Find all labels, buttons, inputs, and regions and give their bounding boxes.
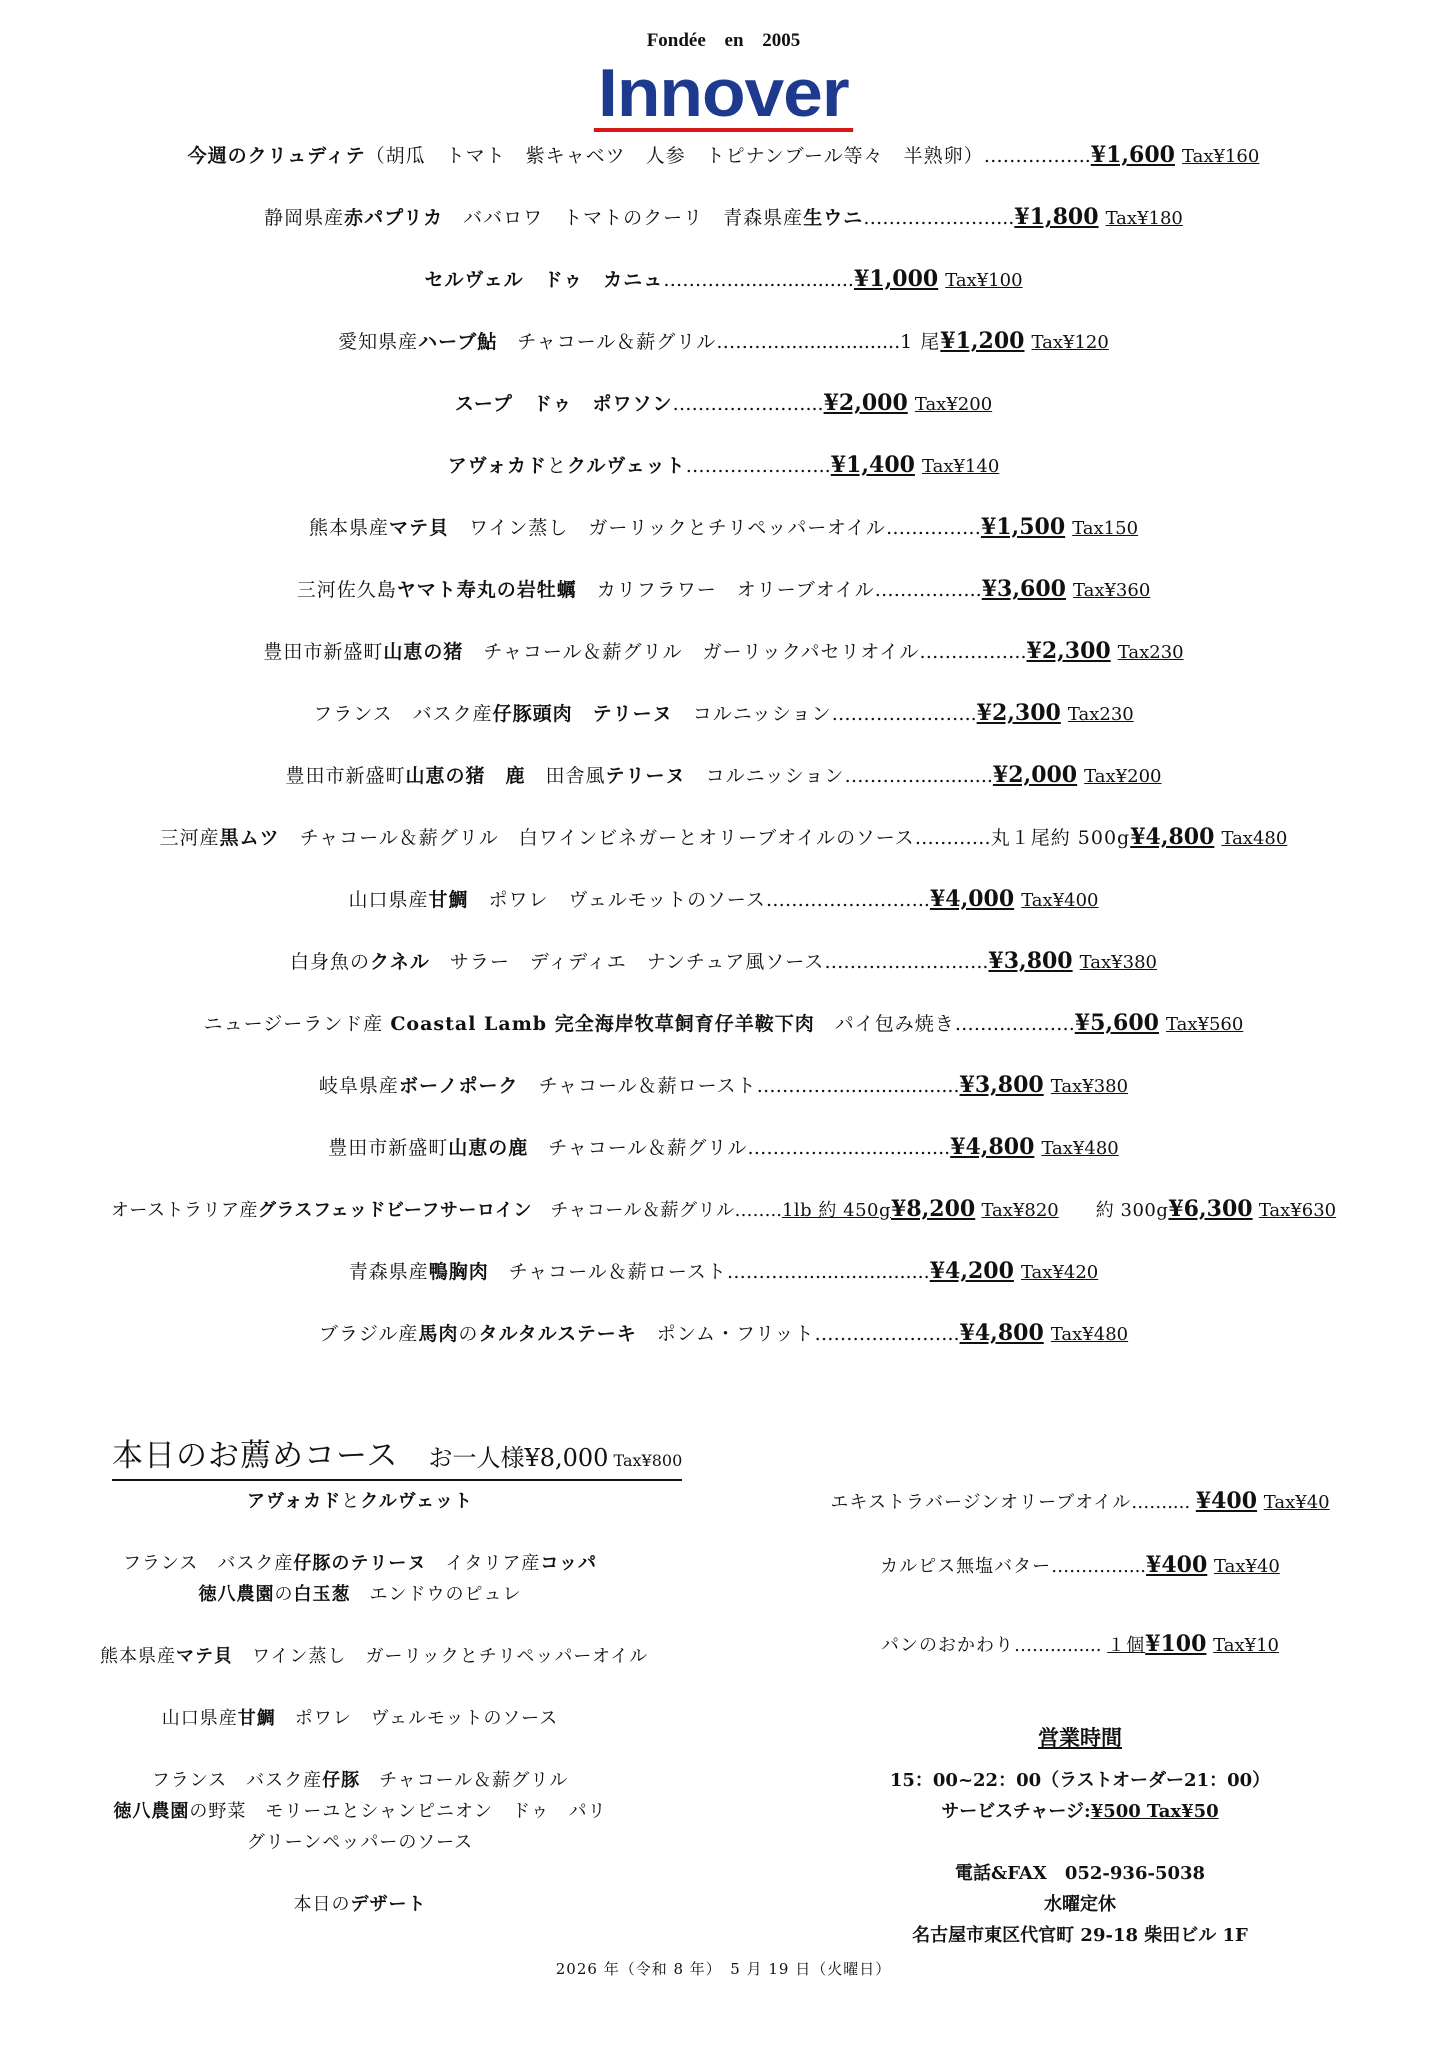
extras-and-info bbox=[800, 1486, 1360, 1951]
menu-item: 白身魚のクネル サラー ディディエ ナンチュア風ソース……………………..¥3,800 Tax¥380 bbox=[290, 948, 1157, 974]
menu-item-price: ¥8,200 bbox=[891, 1196, 976, 1222]
menu-item: ブラジル産馬肉のタルタルステーキ ポンム・フリット…………………..¥4,800 Tax¥480 bbox=[318, 1320, 1129, 1346]
menu-item-price: ¥2,300 bbox=[976, 700, 1061, 726]
menu-item-price: ¥6,300 bbox=[1168, 1196, 1253, 1222]
extra-item: カルピス無塩バター…………....¥400 Tax¥40 bbox=[880, 1552, 1280, 1578]
course-tax: Tax¥800 bbox=[613, 1451, 683, 1470]
menu-item: 静岡県産赤パプリカ ババロワ トマトのクーリ 青森県産生ウニ…………………...¥1,800 Tax¥180 bbox=[264, 204, 1183, 230]
address: 名古屋市東区代官町 29-18 柴田ビル 1F bbox=[912, 1925, 1248, 1946]
course-item: 熊本県産マテ貝 ワイン蒸し ガーリックとチリペッパーオイル bbox=[100, 1646, 649, 1667]
closed-day: 水曜定休 bbox=[1044, 1894, 1116, 1915]
menu-item: 豊田市新盛町山恵の猪 チャコール＆薪グリル ガーリックパセリオイル……………..¥2,300 Tax230 bbox=[263, 638, 1184, 664]
menu-item: スープ ドゥ ポワソン…………………...¥2,000 Tax¥200 bbox=[454, 390, 993, 416]
menu-item-tax: Tax¥380 bbox=[1079, 952, 1157, 973]
menu-item-price: ¥3,800 bbox=[988, 948, 1073, 974]
logo-text: Innover bbox=[594, 60, 853, 132]
menu-item: 豊田市新盛町山恵の鹿 チャコール＆薪グリル………….....................¥4,800 Tax¥480 bbox=[328, 1134, 1119, 1160]
menu-item-tax: Tax¥560 bbox=[1166, 1014, 1244, 1035]
menu-item: フランス バスク産仔豚頭肉 テリーヌ コルニッション…………………..¥2,300 Tax230 bbox=[313, 700, 1134, 726]
course-price: お一人様¥8,000 bbox=[428, 1444, 609, 1472]
phone-fax: 電話&FAX 052-936-5038 bbox=[954, 1863, 1206, 1884]
menu-item: 三河産黒ムツ チャコール＆薪グリル 白ワインビネガーとオリーブオイルのソース…………丸１尾約 500g¥4,800 Tax480 bbox=[159, 824, 1288, 850]
menu-date: 2026 年（令和 8 年） 5 月 19 日（火曜日） bbox=[555, 1960, 892, 1978]
course-item: 徳八農園の白玉葱 エンドウのピュレ bbox=[198, 1584, 522, 1605]
extra-item: パンのおかわり……......... １個¥100 Tax¥10 bbox=[880, 1631, 1280, 1657]
menu-item-price: ¥2,300 bbox=[1026, 638, 1111, 664]
menu-item: 山口県産甘鯛 ポワレ ヴェルモットのソース……………………..¥4,000 Tax¥400 bbox=[348, 886, 1099, 912]
menu-item-tax: Tax¥120 bbox=[1031, 332, 1109, 353]
menu-item-price: ¥4,800 bbox=[1130, 824, 1215, 850]
menu-item-price: ¥5,600 bbox=[1074, 1010, 1159, 1036]
menu-item-tax: Tax¥160 bbox=[1182, 146, 1260, 167]
service-charge: サービスチャージ:¥500 Tax¥50 bbox=[941, 1801, 1219, 1822]
menu-item-price: ¥1,200 bbox=[940, 328, 1025, 354]
menu-item: セルヴェル ドゥ カニュ…………...................¥1,000 Tax¥100 bbox=[424, 266, 1023, 292]
menu-item: 青森県産鴨胸肉 チャコール＆薪ロースト………….....................¥4,200 Tax¥420 bbox=[348, 1258, 1099, 1284]
menu-item-tax: Tax¥200 bbox=[1084, 766, 1162, 787]
menu-item-tax: Tax230 bbox=[1067, 704, 1134, 725]
course-item: 徳八農園の野菜 モリーユとシャンピニオン ドゥ パリ bbox=[113, 1801, 607, 1822]
course-item: 本日のデザート bbox=[293, 1894, 427, 1915]
menu-item-tax: Tax¥820 bbox=[981, 1200, 1059, 1221]
menu-item: アヴォカドとクルヴェット…………………..¥1,400 Tax¥140 bbox=[447, 452, 1000, 478]
menu-item: 三河佐久島ヤマト寿丸の岩牡蠣 カリフラワー オリーブオイル……………..¥3,600 Tax¥360 bbox=[296, 576, 1151, 602]
menu-item: 今週のクリュディテ（胡瓜 トマト 紫キャベツ 人参 トピナンブール等々 半熟卵）……………..¥1,600 Tax¥160 bbox=[187, 142, 1260, 168]
menu-item-tax: Tax¥180 bbox=[1105, 208, 1183, 229]
menu-item-tax: Tax480 bbox=[1221, 828, 1288, 849]
menu-item-tax: Tax230 bbox=[1117, 642, 1184, 663]
menu-item-tax: Tax¥380 bbox=[1050, 1076, 1129, 1097]
menu-item-tax: Tax¥400 bbox=[1021, 890, 1099, 911]
hours-title: 営業時間 bbox=[1038, 1725, 1122, 1750]
menu-item-price: ¥3,800 bbox=[959, 1072, 1044, 1098]
course-item: グリーンペッパーのソース bbox=[246, 1832, 474, 1853]
menu-item-price: ¥2,000 bbox=[992, 762, 1078, 788]
menu-item-price: ¥1,600 bbox=[1090, 142, 1175, 168]
menu-item: 愛知県産ハーブ鮎 チャコール＆薪グリル……….....................1 尾¥1,200 Tax¥120 bbox=[338, 328, 1109, 354]
menu-item-price: ¥1,000 bbox=[853, 266, 939, 292]
innover-logo bbox=[0, 55, 1447, 132]
menu-item-tax: Tax¥480 bbox=[1041, 1138, 1119, 1159]
course-item: フランス バスク産仔豚のテリーヌ イタリア産コッパ bbox=[122, 1553, 598, 1574]
hours-text: 15：00~22：00（ラストオーダー21：00） bbox=[889, 1770, 1271, 1791]
menu-item-tax: Tax¥200 bbox=[914, 394, 993, 415]
course-heading bbox=[112, 1438, 682, 1481]
menu-item-tax: Tax¥100 bbox=[945, 270, 1023, 291]
a-la-carte-list bbox=[0, 138, 1447, 1378]
menu-item: 岐阜県産ボーノポーク チャコール＆薪ロースト………….....................¥3,800 Tax¥380 bbox=[318, 1072, 1129, 1098]
extra-item: エキストラバージンオリーブオイル…….... ¥400 Tax¥40 bbox=[830, 1488, 1330, 1514]
menu-item-tax: Tax¥140 bbox=[921, 456, 1000, 477]
menu-item-tax: Tax¥630 bbox=[1258, 1200, 1337, 1221]
menu-item: 熊本県産マテ貝 ワイン蒸し ガーリックとチリペッパーオイル……………¥1,500 Tax150 bbox=[308, 514, 1139, 540]
course-item: アヴォカドとクルヴェット bbox=[246, 1491, 474, 1512]
menu-item-price: ¥1,800 bbox=[1014, 204, 1099, 230]
menu-item-price: ¥4,800 bbox=[950, 1134, 1035, 1160]
course-item: 山口県産甘鯛 ポワレ ヴェルモットのソース bbox=[161, 1708, 559, 1729]
menu-item-price: ¥2,000 bbox=[823, 390, 908, 416]
menu-item-price: ¥4,200 bbox=[929, 1258, 1014, 1284]
menu-item-tax: Tax¥420 bbox=[1020, 1262, 1099, 1283]
menu-item: オーストラリア産グラスフェッドビーフサーロイン チャコール＆薪グリル……..1lb 約 450g¥8,200 Tax¥820 約 300g¥6,300 Tax¥630 bbox=[110, 1196, 1337, 1222]
course-item: フランス バスク産仔豚 チャコール＆薪グリル bbox=[151, 1770, 569, 1791]
menu-item-price: ¥4,800 bbox=[959, 1320, 1044, 1346]
menu-item-tax: Tax¥360 bbox=[1072, 580, 1151, 601]
menu-item-price: ¥3,600 bbox=[981, 576, 1066, 602]
menu-item-price: ¥1,400 bbox=[830, 452, 915, 478]
course-title: 本日のお薦めコース bbox=[112, 1438, 399, 1474]
course-items bbox=[100, 1486, 649, 1920]
menu-item-tax: Tax150 bbox=[1072, 518, 1139, 539]
menu-item-price: ¥1,500 bbox=[980, 514, 1066, 540]
menu-item: 豊田市新盛町山恵の猪 鹿 田舎風テリーヌ コルニッション…………............¥2,000 Tax¥200 bbox=[285, 762, 1162, 788]
menu-item-price: ¥4,000 bbox=[929, 886, 1015, 912]
founded-text: Fondée en 2005 bbox=[646, 30, 801, 51]
menu-item: ニュージーランド産 Coastal Lamb 完全海岸牧草飼育仔羊鞍下肉 パイ包み焼き……………….¥5,600 Tax¥560 bbox=[203, 1010, 1244, 1036]
menu-item-tax: Tax¥480 bbox=[1050, 1324, 1129, 1345]
